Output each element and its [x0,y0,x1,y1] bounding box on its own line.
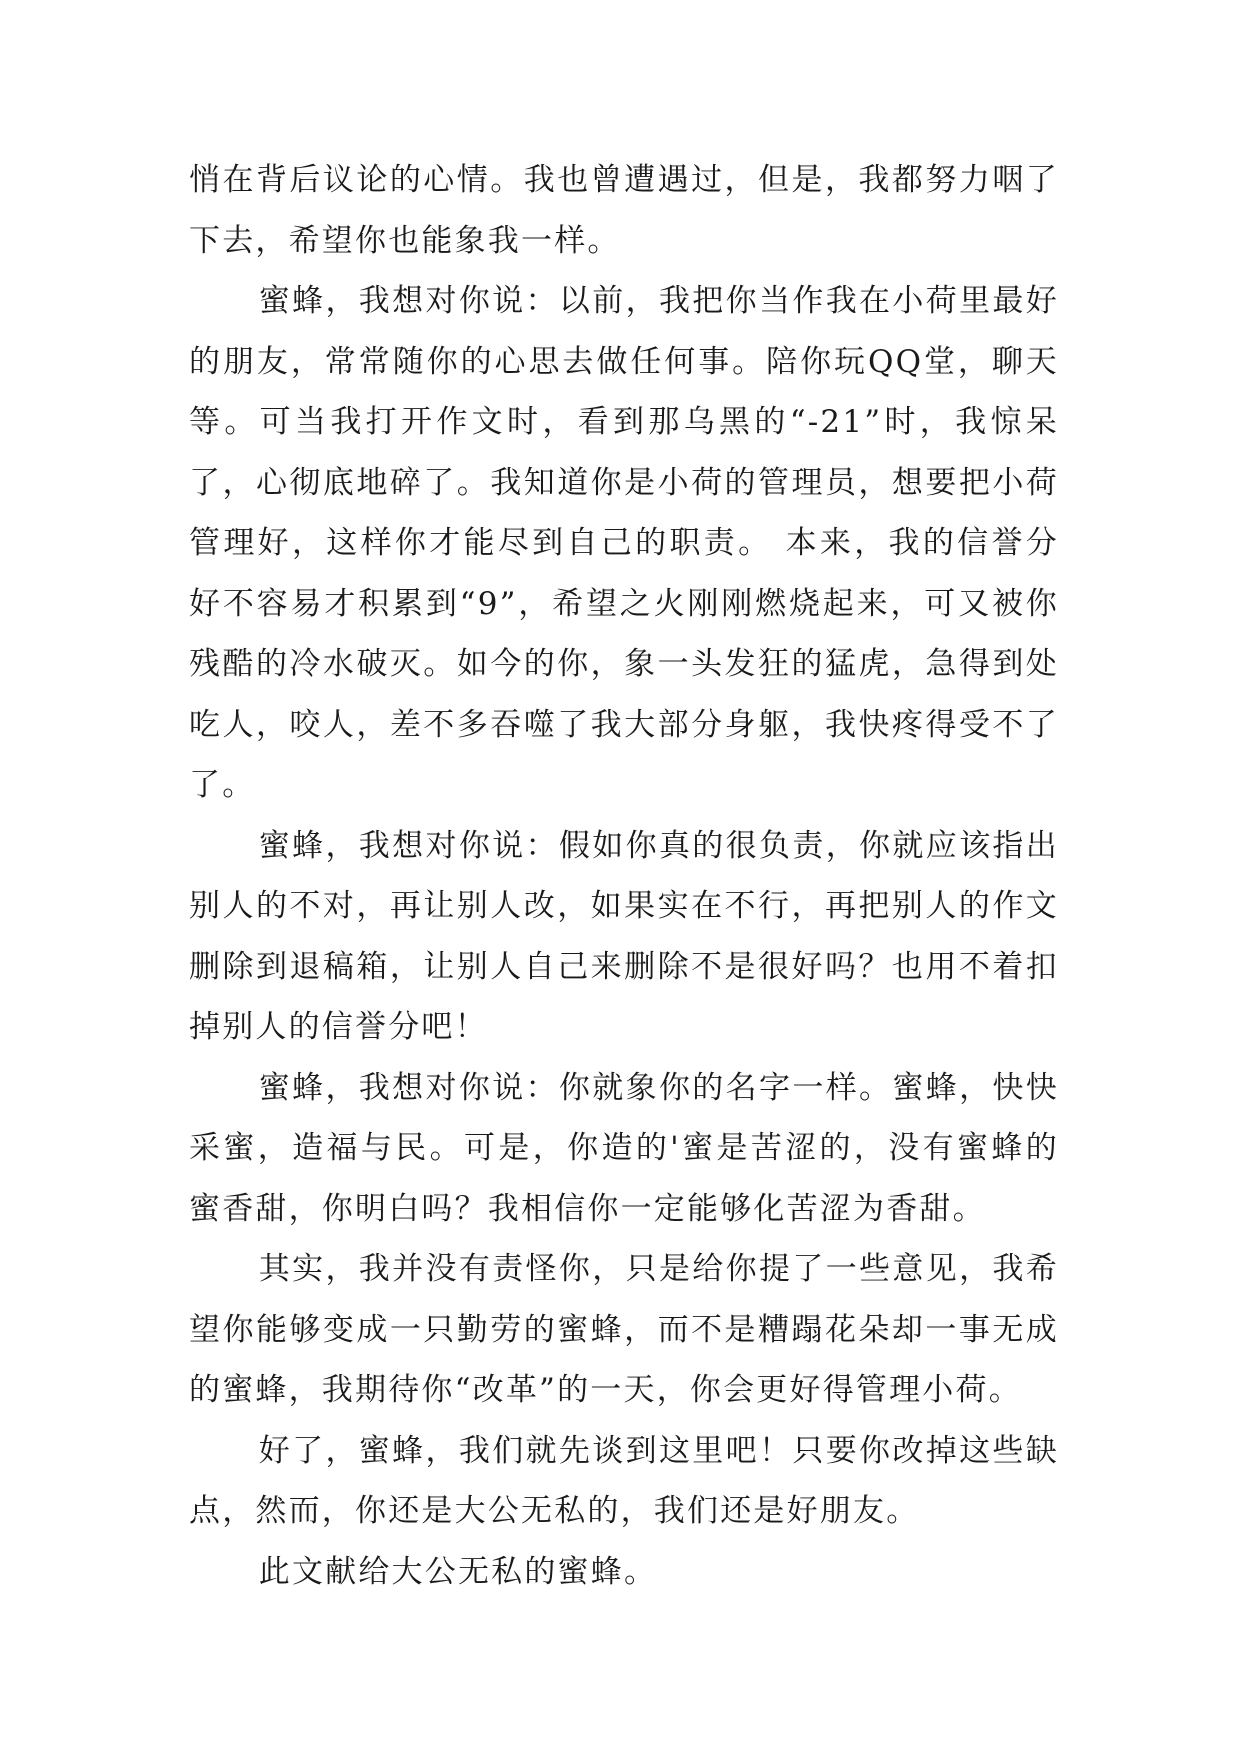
document-body [189,150,1059,1602]
paragraph-7: 此文献给大公无私的蜜蜂。 [258,1553,658,1590]
paragraph-4: 蜜蜂，我想对你说：你就象你的名字一样。蜜蜂，快快采蜜，造福与民。可是，你造的'蜜是苦涩的，没有蜜蜂的蜜香甜，你明白吗？我相信你一定能够化苦涩为香甜。 [189,1069,1059,1227]
paragraph-1: 悄在背后议论的心情。我也曾遭遇过，但是，我都努力咽了下去，希望你也能象我一样。 [189,162,1059,259]
paragraph-5: 其实，我并没有责怪你，只是给你提了一些意见，我希望你能够变成一只勤劳的蜜蜂，而不是糟蹋花朵却一事无成的蜜蜂，我期待你“改革”的一天，你会更好得管理小荷。 [189,1251,1059,1408]
paragraph-3: 蜜蜂，我想对你说：假如你真的很负责，你就应该指出别人的不对，再让别人改，如果实在不行，再把别人的作文删除到退稿箱，让别人自己来删除不是很好吗？也用不着扣掉别人的信誉分吧！ [189,827,1059,1045]
paragraph-2: 蜜蜂，我想对你说：以前，我把你当作我在小荷里最好的朋友，常常随你的心思去做任何事。陪你玩QQ堂，聊天等。可当我打开作文时，看到那乌黑的“-21”时，我惊呆了，心彻底地碎了。我知道你是小荷的管理员，想要把小荷管理好，这样你才能尽到自己的职责。 本来，我的信誉分好不容易才积累到“9”，希望之火刚刚燃烧起来，可又被你残酷的冷水破灭。如今的你，象一头发狂的猛虎，急得到处吃人，咬人，差不多吞噬了我大部分身躯，我快疼得受不了了。 [189,283,1059,803]
paragraph-6: 好了，蜜蜂，我们就先谈到这里吧！只要你改掉这些缺点，然而，你还是大公无私的，我们还是好朋友。 [189,1432,1059,1529]
